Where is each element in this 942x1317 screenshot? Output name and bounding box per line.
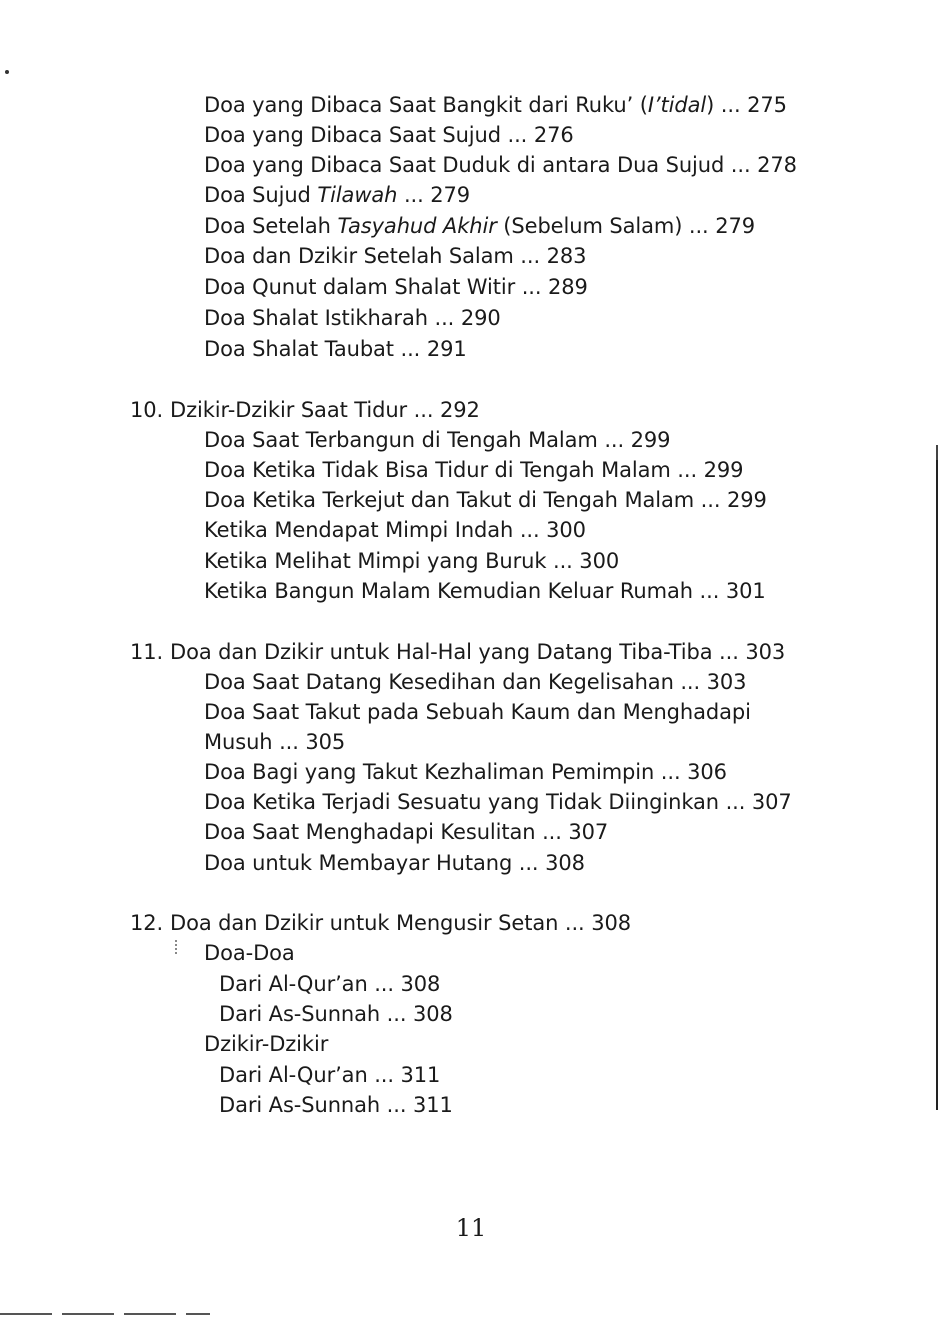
toc-entry: Doa dan Dzikir Setelah Salam ... 283 — [204, 244, 587, 268]
toc-section-heading: 10. Dzikir-Dzikir Saat Tidur ... 292 — [130, 398, 480, 422]
toc-subheading: Doa-Doa — [204, 941, 295, 965]
page-edge-line — [936, 460, 938, 1110]
toc-entry: Doa yang Dibaca Saat Bangkit dari Ruku’ (I’tidal) ... 275 — [204, 93, 787, 117]
toc-entry: Doa Saat Terbangun di Tengah Malam ... 299 — [204, 428, 671, 452]
toc-entry: Dari Al-Qur’an ... 308 — [219, 972, 441, 996]
toc-entry: Doa Saat Menghadapi Kesulitan ... 307 — [204, 820, 609, 844]
toc-entry: Doa yang Dibaca Saat Sujud ... 276 — [204, 123, 574, 147]
toc-section-heading: 11. Doa dan Dzikir untuk Hal-Hal yang Datang Tiba-Tiba ... 303 — [130, 640, 786, 664]
toc-entry: Doa Qunut dalam Shalat Witir ... 289 — [204, 275, 588, 299]
toc-entry: Doa Saat Datang Kesedihan dan Kegelisahan ... 303 — [204, 670, 747, 694]
toc-section-heading: 12. Doa dan Dzikir untuk Mengusir Setan ... 308 — [130, 911, 631, 935]
toc-entry: Doa yang Dibaca Saat Duduk di antara Dua Sujud ... 278 — [204, 153, 797, 177]
scan-speck — [5, 70, 9, 74]
toc-entry: Doa Sujud Tilawah ... 279 — [204, 183, 471, 207]
toc-entry: Doa Ketika Terkejut dan Takut di Tengah Malam ... 299 — [204, 488, 767, 512]
toc-entry: Ketika Bangun Malam Kemudian Keluar Rumah ... 301 — [204, 579, 766, 603]
toc-entry: Dari As-Sunnah ... 311 — [219, 1093, 453, 1117]
toc-entry: Doa untuk Membayar Hutang ... 308 — [204, 851, 585, 875]
toc-entry: Ketika Mendapat Mimpi Indah ... 300 — [204, 518, 586, 542]
toc-entry: Dari Al-Qur’an ... 311 — [219, 1063, 441, 1087]
toc-entry: Doa Shalat Taubat ... 291 — [204, 337, 467, 361]
toc-entry: Musuh ... 305 — [204, 730, 346, 754]
toc-entry: Doa Setelah Tasyahud Akhir (Sebelum Salam) ... 279 — [204, 214, 755, 238]
toc-entry: Ketika Melihat Mimpi yang Buruk ... 300 — [204, 549, 620, 573]
toc-entry: Doa Ketika Tidak Bisa Tidur di Tengah Malam ... 299 — [204, 458, 744, 482]
page-number: 11 — [455, 1214, 487, 1242]
toc-entry: Doa Ketika Terjadi Sesuatu yang Tidak Diinginkan ... 307 — [204, 790, 792, 814]
toc-entry: Dari As-Sunnah ... 308 — [219, 1002, 453, 1026]
toc-subheading: Dzikir-Dzikir — [204, 1032, 329, 1056]
scan-speck — [175, 940, 180, 954]
toc-entry: Doa Bagi yang Takut Kezhaliman Pemimpin ... 306 — [204, 760, 727, 784]
toc-entry: Doa Shalat Istikharah ... 290 — [204, 306, 501, 330]
page-bottom-edge — [0, 1313, 210, 1315]
toc-entry: Doa Saat Takut pada Sebuah Kaum dan Menghadapi — [204, 700, 751, 724]
